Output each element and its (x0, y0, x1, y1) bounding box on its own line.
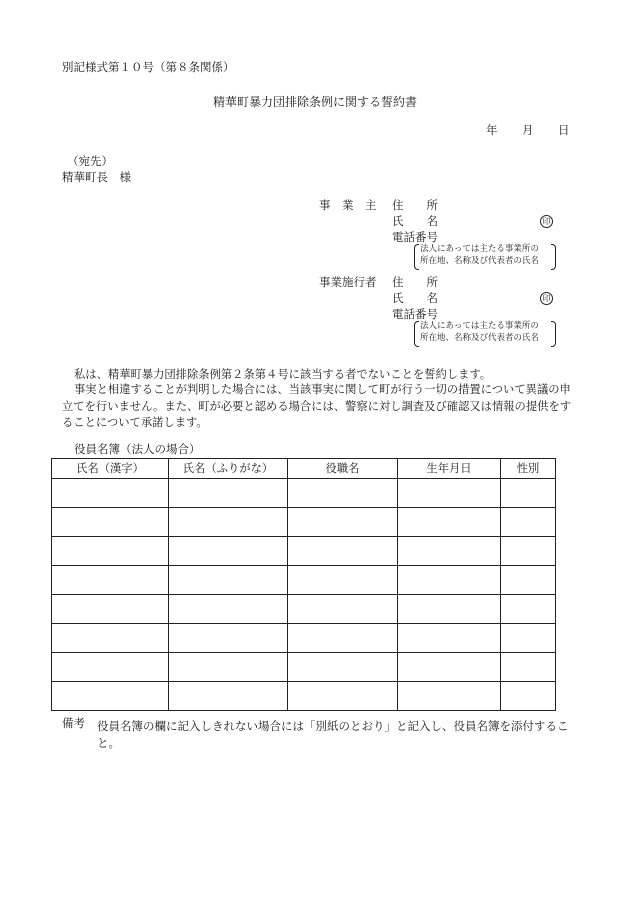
addressee-name: 精華町長 様 (62, 170, 131, 184)
roster-cell-name-kanji[interactable] (52, 508, 169, 537)
column-header-name-kanji: 氏名（漢字） (52, 459, 169, 479)
roster-title: 役員名簿（法人の場合） (74, 442, 201, 456)
executor-name-label: 氏 名 (392, 291, 438, 305)
form-number: 別記様式第１０号（第８条関係） (62, 60, 235, 74)
roster-row (52, 537, 556, 566)
date-month-label: 月 (522, 123, 534, 137)
executor-corporate-note (414, 320, 556, 348)
roster-cell-position[interactable] (288, 508, 398, 537)
owner-phone-label: 電話番号 (392, 230, 438, 244)
executor-note-line1: 法人にあっては主たる事業所の (420, 321, 539, 331)
roster-row (52, 682, 556, 711)
owner-corporate-note (414, 243, 556, 271)
roster-cell-position[interactable] (288, 653, 398, 682)
roster-cell-position[interactable] (288, 566, 398, 595)
roster-cell-name-furigana[interactable] (169, 653, 288, 682)
roster-cell-name-furigana[interactable] (169, 624, 288, 653)
roster-cell-position[interactable] (288, 624, 398, 653)
roster-cell-birthdate[interactable] (398, 566, 501, 595)
officer-roster-table (51, 458, 556, 711)
executor-phone-label: 電話番号 (392, 307, 438, 321)
roster-cell-name-kanji[interactable] (52, 682, 169, 711)
roster-cell-position[interactable] (288, 537, 398, 566)
roster-cell-name-furigana[interactable] (169, 479, 288, 508)
roster-cell-gender[interactable] (501, 537, 556, 566)
roster-cell-birthdate[interactable] (398, 624, 501, 653)
roster-cell-gender[interactable] (501, 595, 556, 624)
roster-cell-name-kanji[interactable] (52, 537, 169, 566)
roster-row (52, 508, 556, 537)
document-title: 精華町暴力団排除条例に関する誓約書 (212, 95, 417, 109)
roster-cell-name-furigana[interactable] (169, 508, 288, 537)
roster-cell-position[interactable] (288, 479, 398, 508)
roster-cell-name-furigana[interactable] (169, 537, 288, 566)
roster-cell-name-furigana[interactable] (169, 566, 288, 595)
consent-paragraph: 事実と相違することが判明した場合には、当該事実に関して町が行う一切の措置について異議の申立てを行いません。また、町が必要と認める場合には、警察に対し調査及び確認又は情報の提供をすることについて承諾します。 (62, 383, 572, 429)
roster-header-row (52, 459, 556, 479)
remarks-body: 役員名簿の欄に記入しきれない場合には「別紙のとおり」と記入し、役員名簿を添付すること。 (97, 719, 569, 750)
roster-cell-name-furigana[interactable] (169, 682, 288, 711)
roster-cell-birthdate[interactable] (398, 508, 501, 537)
roster-cell-birthdate[interactable] (398, 682, 501, 711)
date-day-label: 日 (558, 123, 570, 137)
roster-cell-name-kanji[interactable] (52, 479, 169, 508)
roster-cell-name-kanji[interactable] (52, 653, 169, 682)
roster-row (52, 566, 556, 595)
roster-row (52, 479, 556, 508)
date-year-label: 年 (486, 123, 498, 137)
executor-address-label: 住 所 (392, 275, 438, 289)
executor-seal-mark: 印 (540, 292, 553, 305)
column-header-position: 役職名 (288, 459, 398, 479)
roster-cell-gender[interactable] (501, 624, 556, 653)
column-header-name-furigana: 氏名（ふりがな） (169, 459, 288, 479)
party-role-business-owner: 事 業 主 (319, 198, 377, 212)
roster-cell-name-kanji[interactable] (52, 595, 169, 624)
roster-cell-position[interactable] (288, 595, 398, 624)
remarks-label: 備考 (62, 716, 85, 730)
roster-cell-name-kanji[interactable] (52, 624, 169, 653)
roster-cell-birthdate[interactable] (398, 537, 501, 566)
roster-cell-name-furigana[interactable] (169, 595, 288, 624)
owner-address-label: 住 所 (392, 198, 438, 212)
column-header-gender: 性別 (501, 459, 556, 479)
roster-cell-birthdate[interactable] (398, 479, 501, 508)
roster-cell-gender[interactable] (501, 653, 556, 682)
roster-cell-gender[interactable] (501, 682, 556, 711)
owner-name-label: 氏 名 (392, 214, 438, 228)
remarks-text (97, 718, 569, 752)
owner-seal-mark: 印 (540, 215, 553, 228)
roster-cell-name-kanji[interactable] (52, 566, 169, 595)
addressee-note: （宛先） (67, 154, 113, 168)
roster-row (52, 595, 556, 624)
pledge-paragraph: 私は、精華町暴力団排除条例第２条第４号に該当する者でないことを誓約します。 (74, 368, 492, 381)
roster-row (52, 624, 556, 653)
roster-cell-position[interactable] (288, 682, 398, 711)
executor-note-line2: 所在地、名称及び代表者の氏名 (420, 333, 540, 344)
roster-cell-gender[interactable] (501, 479, 556, 508)
owner-note-line2: 所在地、名称及び代表者の氏名 (420, 256, 540, 267)
owner-note-line1: 法人にあっては主たる事業所の (420, 244, 539, 254)
party-role-project-executor: 事業施行者 (319, 275, 377, 289)
column-header-birthdate: 生年月日 (398, 459, 501, 479)
roster-cell-gender[interactable] (501, 566, 556, 595)
roster-cell-gender[interactable] (501, 508, 556, 537)
roster-cell-birthdate[interactable] (398, 595, 501, 624)
roster-cell-birthdate[interactable] (398, 653, 501, 682)
roster-row (52, 653, 556, 682)
